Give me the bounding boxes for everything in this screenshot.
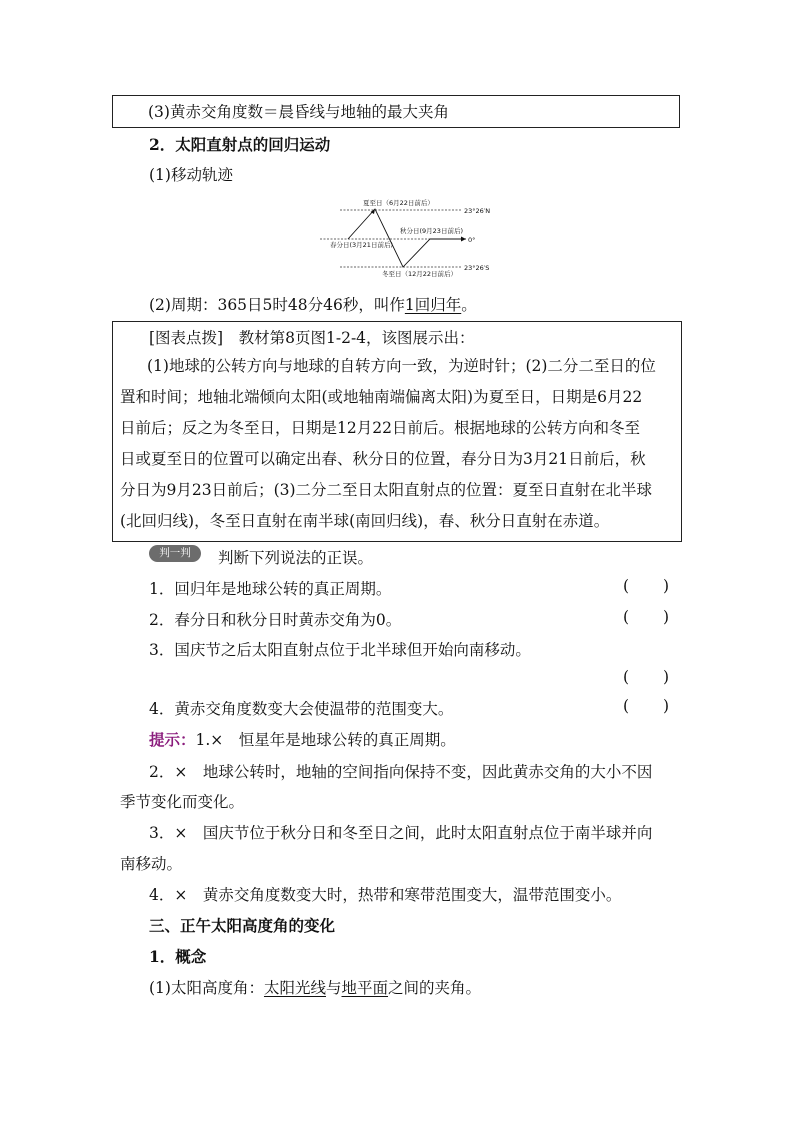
period-suffix: 。 xyxy=(461,296,477,314)
lat-south-label: 23°26′S xyxy=(464,264,490,272)
lat-north-label: 23°26′N xyxy=(464,207,491,215)
term-sunlight: 太阳光线 xyxy=(263,979,326,997)
judge-item-1: 1．回归年是地球公转的真正周期。 xyxy=(149,580,392,598)
hint-label: 提示： xyxy=(149,730,196,749)
hint-3-line-1: 3．× 国庆节位于秋分日和冬至日之间，此时太阳直射点位于南半球并向 xyxy=(149,824,653,842)
chart-note-line-4: 日或夏至日的位置可以确定出春、秋分日的位置，春分日为3月21日前后，秋 xyxy=(120,450,646,468)
hint-2-line-2: 季节变化而变化。 xyxy=(120,793,245,811)
period-prefix: (2)周期：365日5时48分46秒，叫作 xyxy=(149,296,405,314)
definition-line: (1)太阳高度角：太阳光线与地平面之间的夹角。 xyxy=(149,979,482,997)
summer-solstice-label: 夏至日（6月22日前后） xyxy=(363,199,434,207)
judge-badge: 判一判 xyxy=(149,545,201,562)
hint-4: 4．× 黄赤交角度数变大时，热带和寒带范围变大，温带范围变小。 xyxy=(149,886,622,904)
answer-blank-1[interactable]: ( ) xyxy=(623,577,669,595)
answer-blank-3[interactable]: ( ) xyxy=(623,668,669,686)
chart-note-line-5: 分日为9月23日前后；(3)二分二至日太阳直射点的位置：夏至日直射在北半球 xyxy=(120,481,653,499)
section3-heading: 三、正午太阳高度角的变化 xyxy=(149,916,336,935)
chart-note-intro xyxy=(149,326,475,348)
judge-item-3: 3．国庆节之后太阳直射点位于北半球但开始向南移动。 xyxy=(149,641,531,659)
chart-note-label: [图表点拨] xyxy=(149,329,224,347)
formula-text: (3)黄赤交角度数＝晨昏线与地轴的最大夹角 xyxy=(148,103,449,121)
answer-blank-4[interactable]: ( ) xyxy=(623,697,669,715)
spring-equinox-label: 春分日(3月21日前后) xyxy=(330,241,393,249)
migration-path xyxy=(348,209,466,267)
chart-note-line-3: 日前后；反之为冬至日，日期是12月22日前后。根据地球的公转方向和冬至 xyxy=(120,419,640,437)
hint-2-line-1: 2．× 地球公转时，地轴的空间指向保持不变，因此黄赤交角的大小不因 xyxy=(149,763,653,781)
judge-title: 判断下列说法的正误。 xyxy=(218,549,374,567)
hint-3-line-2: 南移动。 xyxy=(120,855,183,873)
winter-solstice-label: 冬至日（12月22日前后） xyxy=(382,270,458,278)
chart-note-line-6: (北回归线)，冬至日直射在南半球(南回归线)，春、秋分日直射在赤道。 xyxy=(120,512,610,530)
section2-heading: 2．太阳直射点的回归运动 xyxy=(149,135,331,154)
chart-note-line-2: 置和时间；地轴北端倾向太阳(或地轴南端偏离太阳)为夏至日，日期是6月22 xyxy=(120,388,643,406)
chart-note-intro-text: 教材第8页图1-2-4，该图展示出： xyxy=(238,329,475,347)
judge-item-2: 2．春分日和秋分日时黄赤交角为0。 xyxy=(149,611,402,629)
answer-blank-2[interactable]: ( ) xyxy=(623,608,669,626)
lat-equator-label: 0° xyxy=(468,236,476,244)
hint-1: 提示：1.× 恒星年是地球公转的真正周期。 xyxy=(149,730,456,749)
section2-sub1: (1)移动轨迹 xyxy=(149,166,233,184)
subsolar-migration-diagram xyxy=(320,196,510,278)
period-line xyxy=(149,293,477,315)
judge-item-4: 4．黄赤交角度数变大会使温带的范围变大。 xyxy=(149,700,454,718)
arrow-head-equinox xyxy=(461,237,466,242)
chart-note-line-1: (1)地球的公转方向与地球的自转方向一致，为逆时针；(2)二分二至日的位 xyxy=(147,357,656,375)
term-horizon: 地平面 xyxy=(341,979,389,997)
section3-sub1: 1．概念 xyxy=(149,947,207,966)
period-term: 1回归年 xyxy=(404,296,462,314)
autumn-equinox-label: 秋分日(9月23日前后) xyxy=(400,227,463,235)
